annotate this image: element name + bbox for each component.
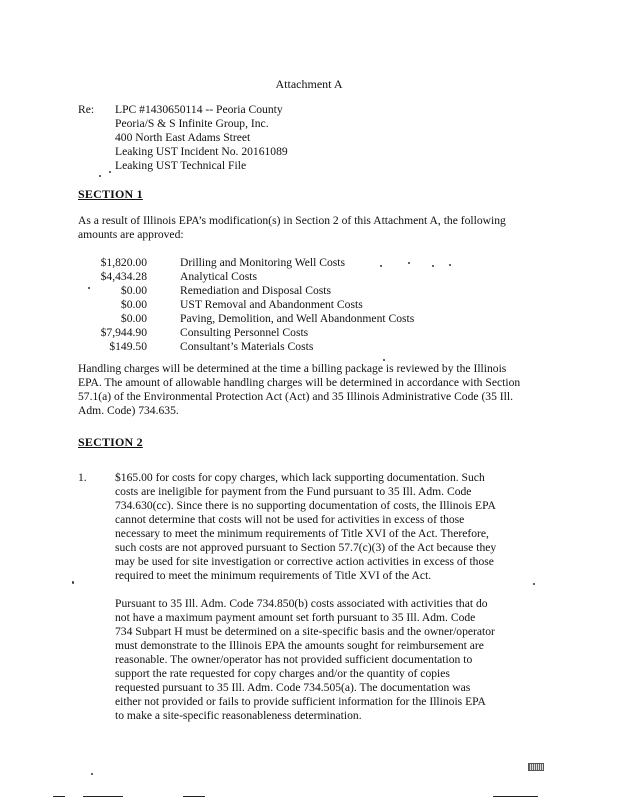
text-line: 734 Subpart H must be determined on a site-specific basis and the owner/operator — [115, 625, 495, 638]
text-line: costs are ineligible for payment from the Fund pursuant to 35 Ill. Adm. Code — [115, 485, 472, 498]
cost-amount: $1,820.00 — [100, 256, 147, 269]
handling-charges-paragraph — [78, 362, 548, 418]
text-line: may be used for site investigation or corrective action activities in excess of those — [115, 555, 494, 568]
cost-row — [78, 326, 309, 340]
footer-rule — [183, 796, 205, 797]
text-line: necessary to meet the minimum requirements of Title XVI of the Act. Therefore, — [115, 527, 489, 540]
cost-amount: $149.50 — [109, 340, 147, 353]
re-line: Leaking UST Technical File — [115, 159, 247, 172]
text-line: 734.630(cc). Since there is no supporting documentation of costs, the Illinois EPA — [115, 499, 496, 512]
re-line: LPC #1430650114 -- Peoria County — [115, 103, 283, 116]
scan-speck — [432, 265, 434, 267]
text-line: must demonstrate to the Illinois EPA the amounts sought for reimbursement are — [115, 639, 484, 652]
scan-speck — [72, 581, 74, 584]
text-line: $165.00 for costs for copy charges, which lack supporting documentation. Such — [115, 471, 485, 484]
re-line: Peoria/S & S Infinite Group, Inc. — [115, 117, 269, 130]
text-line: not have a maximum payment amount set forth pursuant to 35 Ill. Adm. Code — [115, 611, 476, 624]
cost-amount: $0.00 — [120, 284, 147, 297]
text-line: reasonable. The owner/operator has not provided sufficient documentation to — [115, 653, 473, 666]
text-line: support the rate requested for copy charges and/or the quantity of copies — [115, 667, 450, 680]
footer-rule — [53, 796, 65, 797]
item-1-paragraph-2 — [115, 597, 495, 723]
scan-mark — [528, 763, 544, 771]
text-line: 57.1(a) of the Environmental Protection Act (Act) and 35 Illinois Administrative Code (35 Ill. — [78, 390, 513, 403]
document-title: Attachment A — [275, 77, 343, 91]
re-block — [115, 103, 288, 173]
text-line: either not provided or fails to provide sufficient information for the Illinois EPA — [115, 695, 486, 708]
item-number: 1. — [78, 471, 87, 484]
cost-row — [78, 298, 363, 312]
text-line: Handling charges will be determined at the time a billing package is reviewed by the Illinois — [78, 362, 507, 375]
cost-amount: $4,434.28 — [100, 270, 147, 283]
cost-label: Drilling and Monitoring Well Costs — [180, 256, 346, 269]
cost-label: Analytical Costs — [180, 270, 257, 283]
cost-label: Consultant’s Materials Costs — [180, 340, 314, 353]
scan-speck — [533, 583, 535, 585]
scan-speck — [449, 264, 451, 266]
scan-speck — [88, 287, 90, 289]
cost-label: UST Removal and Abandonment Costs — [180, 298, 363, 311]
section-2-heading: SECTION 2 — [78, 435, 143, 449]
re-line: Leaking UST Incident No. 20161089 — [115, 145, 288, 158]
cost-label: Remediation and Disposal Costs — [180, 284, 332, 297]
cost-label: Consulting Personnel Costs — [180, 326, 309, 339]
text-line: As a result of Illinois EPA’s modification(s) in Section 2 of this Attachment A, the following — [78, 214, 506, 227]
text-line: cannot determine that costs will not be used for activities in excess of those — [115, 513, 465, 526]
text-line: Pursuant to 35 Ill. Adm. Code 734.850(b) costs associated with activities that do — [115, 597, 488, 610]
text-line: EPA. The amount of allowable handling charges will be determined in accordance with Section — [78, 376, 521, 389]
footer-rule — [493, 796, 538, 797]
cost-amount: $0.00 — [120, 298, 147, 311]
item-1-paragraph-1 — [115, 471, 496, 583]
scan-speck — [383, 359, 385, 361]
cost-row — [78, 340, 314, 354]
re-label: Re: — [78, 103, 95, 116]
text-line: required to meet the minimum requirements of Title XVI of the Act. — [115, 569, 432, 582]
cost-amount: $0.00 — [120, 312, 147, 325]
scan-speck — [408, 262, 410, 264]
scan-speck — [99, 175, 101, 177]
text-line: to make a site-specific reasonableness determination. — [115, 709, 362, 722]
cost-label: Paving, Demolition, and Well Abandonment Costs — [180, 312, 415, 325]
scan-speck — [380, 265, 382, 267]
text-line: requested pursuant to 35 Ill. Adm. Code 734.505(a). The documentation was — [115, 681, 471, 694]
re-line: 400 North East Adams Street — [115, 131, 251, 144]
section-1-heading: SECTION 1 — [78, 187, 143, 201]
scan-speck — [91, 773, 93, 775]
footer-rule — [83, 796, 123, 797]
scan-speck — [109, 171, 111, 173]
text-line: Adm. Code) 734.635. — [78, 404, 179, 417]
approved-costs-list — [78, 256, 415, 354]
cost-row — [78, 256, 346, 270]
cost-row — [78, 312, 415, 326]
cost-row — [78, 270, 257, 284]
cost-amount: $7,944.90 — [100, 326, 147, 339]
text-line: amounts are approved: — [78, 228, 184, 241]
section-1-intro — [78, 214, 548, 242]
text-line: such costs are not approved pursuant to Section 57.7(c)(3) of the Act because they — [115, 541, 497, 554]
